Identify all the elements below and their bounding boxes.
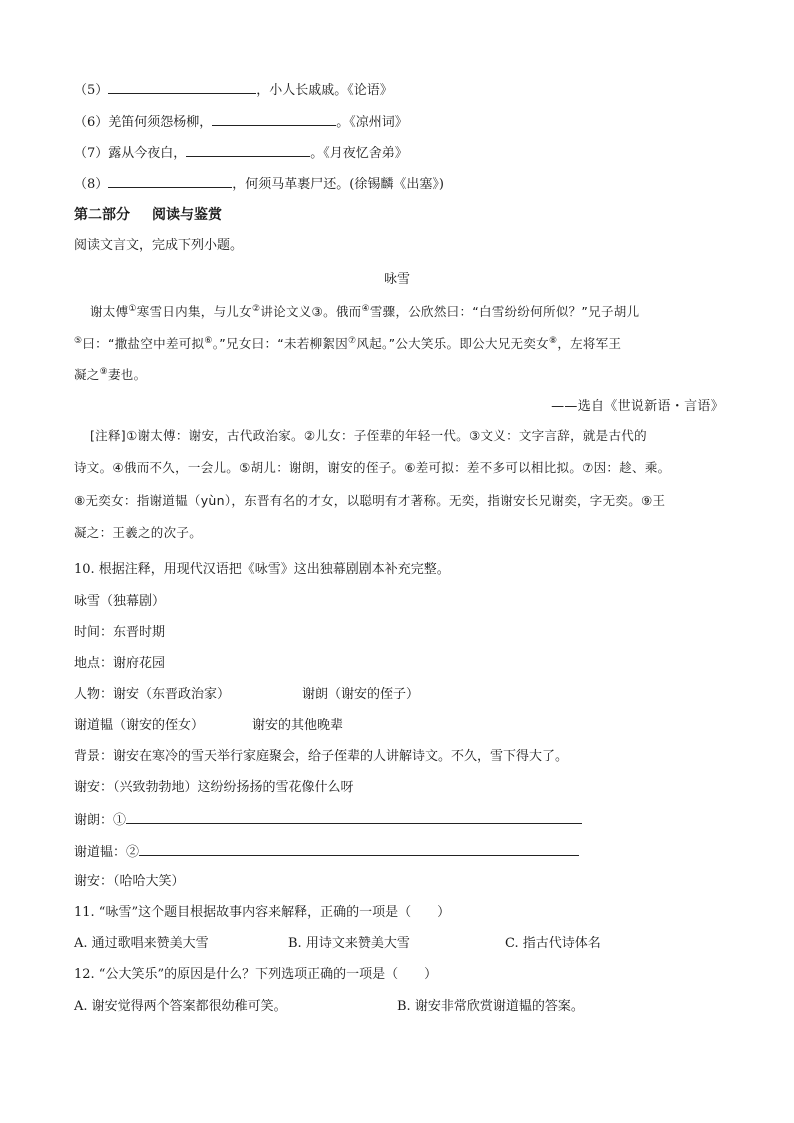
q10-stem: 10. 根据注释，用现代汉语把《咏雪》这出独幕剧剧本补充完整。 xyxy=(74,562,450,577)
q10-place: 地点：谢府花园 xyxy=(74,656,166,671)
answer-blank[interactable] xyxy=(108,80,256,94)
item-number: （8） xyxy=(74,177,109,192)
item-number: （6） xyxy=(74,115,109,130)
fill-item-7 xyxy=(74,143,408,163)
notes-line-2: 诗文。④俄而不久，一会儿。⑤胡儿：谢朗，谢安的侄子。⑥差可拟：差不多可以相比拟。⑦因：趁、乘。 xyxy=(74,460,671,475)
passage-source: ——选自《世说新语・言语》 xyxy=(551,399,724,414)
q10-xiean-line: 谢安：（兴致勃勃地）这纷纷扬扬的雪花像什么呀 xyxy=(74,780,354,795)
fill-item-6 xyxy=(74,112,408,132)
answer-blank[interactable] xyxy=(108,174,232,188)
item-text: 。《月夜忆舍弟》 xyxy=(310,146,408,161)
q11-stem: 11. “咏雪”这个题目根据故事内容来解释，正确的一项是（ ） xyxy=(74,905,451,920)
notes-line-1: [注释]①谢太傅：谢安，古代政治家。②儿女：子侄辈的年轻一代。③文义：文字言辞，就是古代的 xyxy=(90,428,647,443)
q10-end-line: 谢安：（哈哈大笑） xyxy=(74,874,185,889)
answer-blank[interactable] xyxy=(126,810,582,824)
passage-line-1: 谢太傅①寒雪日内集，与儿女②讲论文义③。俄而④雪骤，公欣然曰：“白雪纷纷何所似？”兄子胡儿 xyxy=(90,304,640,320)
item-text: 羌笛何须怨杨柳， xyxy=(108,115,213,130)
answer-blank[interactable] xyxy=(212,112,336,126)
item-text: ，何须马革裹尸还。(徐锡麟《出塞》) xyxy=(232,177,444,192)
q11-option-c[interactable]: C. 指古代诗体名 xyxy=(505,936,601,951)
passage-line-2: ⑤曰：“撒盐空中差可拟⑥。”兄女曰：“未若柳絮因⑦风起。”公大笑乐。即公大兄无奕女⑧，左将军王 xyxy=(74,336,622,352)
fill-item-5 xyxy=(74,80,393,100)
answer-blank[interactable] xyxy=(139,842,579,856)
instruction: 阅读文言文，完成下列小题。 xyxy=(74,238,244,253)
notes-line-3: ⑧无奕女：指谢道韫（yùn），东晋有名的才女，以聪明有才著称。无奕，指谢安长兄谢奕，字无奕。⑨王 xyxy=(74,493,666,508)
q11-option-b[interactable]: B. 用诗文来赞美大雪 xyxy=(288,936,410,951)
q10-cast-line-2: 谢道韫（谢安的侄女） 谢安的其他晚辈 xyxy=(74,718,344,733)
item-text: ，小人长戚戚。《论语》 xyxy=(256,83,393,98)
notes-line-4: 凝之：王羲之的次子。 xyxy=(74,525,203,540)
poem-title: 咏雪 xyxy=(383,272,410,287)
item-number: （7） xyxy=(74,146,109,161)
item-number: （5） xyxy=(74,83,109,98)
q12-option-b[interactable]: B. 谢安非常欣赏谢道韫的答案。 xyxy=(397,999,584,1014)
q10-time: 时间：东晋时期 xyxy=(74,625,166,640)
q10-xielang-line: 谢朗：① xyxy=(74,810,582,830)
item-text: 。《凉州词》 xyxy=(336,115,408,130)
q12-option-a[interactable]: A. 谢安觉得两个答案都很幼稚可笑。 xyxy=(74,999,287,1014)
q10-background: 背景：谢安在寒冷的雪天举行家庭聚会，给子侄辈的人讲解诗文。不久，雪下得大了。 xyxy=(74,749,569,764)
q12-stem: 12. “公大笑乐”的原因是什么？下列选项正确的一项是（ ） xyxy=(74,967,438,982)
item-text: 露从今夜白， xyxy=(108,146,187,161)
answer-blank[interactable] xyxy=(186,143,310,157)
q10-play-title: 咏雪（独幕剧） xyxy=(74,594,166,609)
passage-line-3: 凝之⑨妻也。 xyxy=(74,367,147,383)
fill-item-8 xyxy=(74,174,444,194)
q10-daoyun-line: 谢道韫：② xyxy=(74,842,579,862)
q11-option-a[interactable]: A. 通过歌唱来赞美大雪 xyxy=(74,936,209,951)
q10-cast-line-1: 人物：谢安（东晋政治家） 谢朗（谢安的侄子） xyxy=(74,687,420,702)
part-title: 第二部分 阅读与鉴赏 xyxy=(74,207,222,223)
